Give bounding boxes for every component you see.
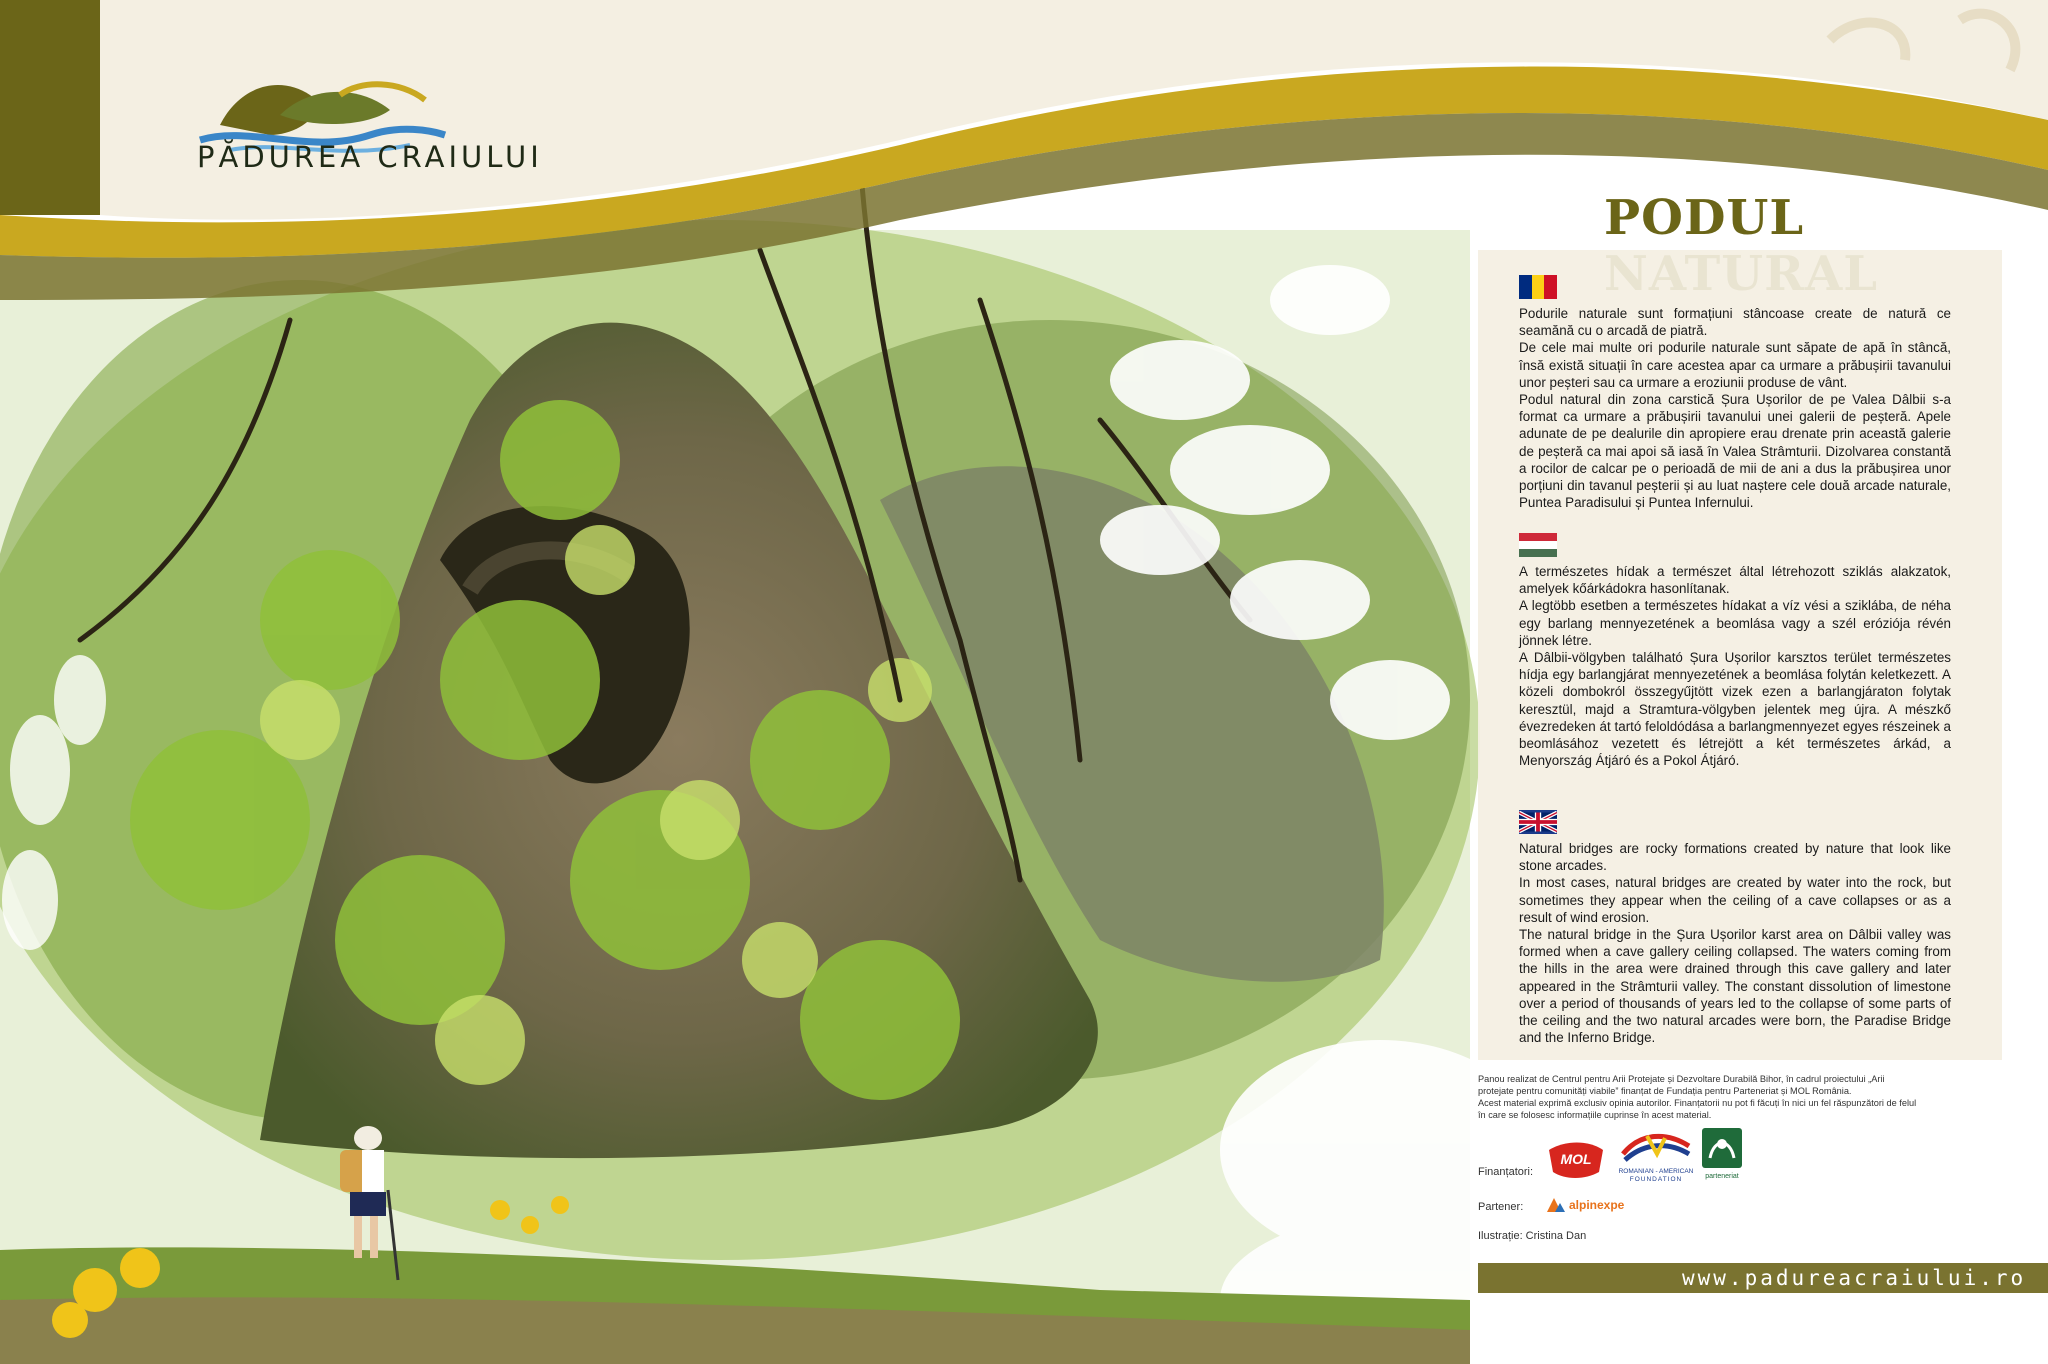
brand-name: PĂDUREA CRAIULUI xyxy=(197,140,543,174)
en-paragraph: The natural bridge in the Șura Ușorilor karst area on Dâlbii valley was formed when a cave gallery ceiling collapsed. The waters coming from the hills in the area were drained through this cave gallery and later appeared in the Strâmturii valley. The constant dissolution of limestone over a period of thousands of years led to the collapse of some parts of the ceiling and the two natural arcades were born, the Paradise Bridge and the Inferno Bridge. xyxy=(1519,927,1951,1046)
hungary-flag-icon xyxy=(1519,533,1557,557)
section-ro xyxy=(1519,305,1951,511)
funders-label: Finanțatori: xyxy=(1478,1166,1534,1178)
page-title: PODUL xyxy=(1604,190,1805,246)
credits-line: Acest material exprimă exclusiv opinia autorilor. Finanțatorii nu pot fi făcuți în nici un fel răspunzători de felul în care se folosesc informațiile cuprinse în acest material. xyxy=(1478,1098,1917,1120)
credits-text xyxy=(1478,1073,1918,1121)
ro-paragraph: Podul natural din zona carstică Șura Ușorilor de pe Valea Dâlbii s-a format ca urmare a prăbușirii tavanului unei galerii de peșteră. Apele adunate de pe dealurile din apropiere erau drenate prin această galerie de peșteră ca mai apoi să iasă în Valea Strâmturii. Dizolvarea constantă a rocilor de calcar pe o perioadă de mii de ani a dus la prăbușirea unor porțiuni din tavanul peșterii și au luat naștere cele două arcade naturale, Puntea Paradisului și Puntea Infernului. xyxy=(1519,392,1951,511)
mol-logo-text: MOL xyxy=(1560,1151,1592,1167)
section-hu xyxy=(1519,563,1951,769)
website-link[interactable]: www.padureacraiului.ro xyxy=(1682,1266,2027,1290)
uk-flag-icon xyxy=(1519,810,1557,834)
hu-paragraph: A természetes hídak a természet által létrehozott sziklás alakzatok, amelyek kőárkádokra hasonlítanak. xyxy=(1519,564,1951,597)
hu-paragraph: A legtöbb esetben a természetes hídakat a víz vési a sziklába, de néha egy barlang mennyezetének a beomlása vagy a szél eróziója révén jönnek létre. xyxy=(1519,598,1951,648)
brand-side-bar xyxy=(0,0,100,215)
raf-logo-text-2: FOUNDATION xyxy=(1629,1176,1683,1183)
credits-line: Panou realizat de Centrul pentru Arii Protejate și Dezvoltare Durabilă Bihor, în cadrul proiectului „Arii protejate pentru comunități viabile” finanțat de Fundația pentru Parteneriat și MOL România. xyxy=(1478,1074,1885,1096)
mol-logo xyxy=(1545,1140,1607,1183)
ro-paragraph: De cele mai multe ori podurile naturale sunt săpate de apă în stâncă, însă există situații în care acestea apar ca urmare a prăbușirii tavanului unor peșteri sau ca urmare a eroziunii produse de vânt. xyxy=(1519,340,1951,390)
ro-paragraph: Podurile naturale sunt formațiuni stâncoase create de natură ce seamănă cu o arcadă de piatră. xyxy=(1519,306,1951,339)
raf-logo-text-1: ROMANIAN - AMERICAN xyxy=(1618,1168,1694,1175)
fp-logo-text: parteneriat xyxy=(1705,1173,1739,1180)
alpinexpe-logo-text: alpinexpe xyxy=(1569,1198,1625,1212)
romanian-american-foundation-logo xyxy=(1617,1126,1695,1189)
romania-flag-icon xyxy=(1519,275,1557,299)
fundatia-parteneriat-logo xyxy=(1702,1128,1742,1187)
partner-label: Partener: xyxy=(1478,1201,1524,1213)
en-paragraph: In most cases, natural bridges are created by water into the rock, but sometimes they appear when the ceiling of a cave collapses or as a result of wind erosion. xyxy=(1519,875,1951,925)
hu-paragraph: A Dâlbii-völgyben található Șura Ușorilor karsztos terület természetes hídja egy barlangjárat mennyezetének a beomlása folytán keletkezett. A közeli dombokról összegyűjtött vizek ezen a barlangjáraton folytak keresztül, majd a Stramtura-völgyben jelentek meg újra. A mészkő évezredeken át tartó feloldódása a barlangmennyezet egyes részeinek a beomlásához vezetett és létrejött a két természetes árkád, a Menyország Átjáró és a Pokol Átjáró. xyxy=(1519,650,1951,769)
alpinexpe-logo xyxy=(1545,1194,1637,1221)
illustration-credit: Ilustrație: Cristina Dan xyxy=(1478,1230,1587,1242)
section-en xyxy=(1519,840,1951,1046)
en-paragraph: Natural bridges are rocky formations created by nature that look like stone arcades. xyxy=(1519,841,1951,874)
